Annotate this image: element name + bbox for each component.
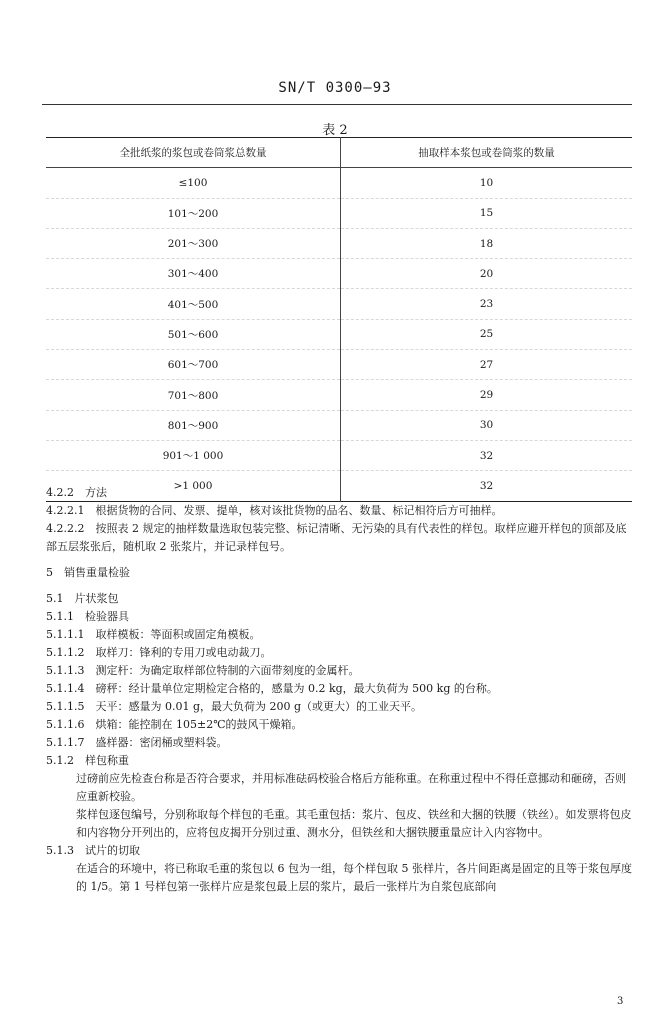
clause-5-1-1-1: 5.1.1.1 取样模板：等面积或固定角模板。 bbox=[46, 628, 261, 641]
cell-range: 801～900 bbox=[46, 410, 341, 440]
cell-sample: 10 bbox=[479, 176, 494, 189]
table-row bbox=[46, 168, 632, 198]
table-row bbox=[46, 198, 632, 228]
clause-5-1-1-2: 5.1.1.2 取样刀：锋利的专用刀或电动裁刀。 bbox=[46, 646, 272, 659]
cell-range: 701～800 bbox=[46, 380, 341, 410]
paragraph-weighing-check: 过磅前应先检查台称是否符合要求，并用标准砝码校验合格后方能称重。在称重过程中不得任意挪动和砸磅，否则应重新校验。 bbox=[76, 772, 626, 803]
cell-range: 501～600 bbox=[46, 319, 341, 349]
cell-range: 101～200 bbox=[46, 198, 341, 228]
column-header-sample: 抽取样本浆包或卷筒浆的数量 bbox=[418, 147, 555, 160]
cell-range: 301～400 bbox=[46, 259, 341, 289]
document-header-code: SN/T 0300—93 bbox=[278, 80, 392, 96]
paragraph-gross-weight: 浆样包逐包编号，分别称取每个样包的毛重。其毛重包括：浆片、包皮、铁丝和大捆的铁腰（铁丝）。如发票将包皮和内容物分开列出的，应将包皮揭开分别过重、测水分，但铁丝和大捆铁腰重量应计入内容物中。 bbox=[76, 808, 632, 839]
table-row bbox=[46, 350, 632, 380]
column-header-total: 全批纸浆的浆包或卷筒浆总数量 bbox=[46, 138, 341, 168]
cell-sample: 29 bbox=[479, 389, 494, 402]
clause-5-1-1-6: 5.1.1.6 烘箱：能控制在 105±2℃的鼓风干燥箱。 bbox=[46, 718, 303, 731]
cell-sample: 32 bbox=[479, 479, 494, 492]
cell-range: 201～300 bbox=[46, 228, 341, 258]
cell-sample: 25 bbox=[479, 328, 494, 341]
cell-sample: 27 bbox=[479, 358, 494, 371]
header-rule bbox=[42, 104, 632, 105]
table-row bbox=[46, 259, 632, 289]
table-row bbox=[46, 440, 632, 470]
table-header-row bbox=[46, 138, 632, 168]
page-number: 3 bbox=[617, 996, 624, 1007]
clause-4-2-2-2: 4.2.2.2 按照表 2 规定的抽样数量选取包装完整、标记清晰、无污染的具有代表性的样包。取样应避开样包的顶部及底部五层浆张后，随机取 2 张浆片，并记录样包号。 bbox=[46, 522, 627, 553]
cell-sample: 32 bbox=[479, 449, 494, 462]
cell-sample: 30 bbox=[479, 419, 494, 432]
clause-5-1: 5.1 片状浆包 bbox=[46, 592, 119, 605]
table-row bbox=[46, 380, 632, 410]
clause-5-1-1: 5.1.1 检验器具 bbox=[46, 610, 129, 623]
cell-sample: 15 bbox=[479, 207, 494, 220]
clause-4-2-2-1: 4.2.2.1 根据货物的合同、发票、提单，核对该批货物的品名、数量、标记相符后方可抽样。 bbox=[46, 504, 503, 517]
cell-range: 901～1 000 bbox=[46, 440, 341, 470]
body-text bbox=[46, 484, 636, 896]
table-row bbox=[46, 289, 632, 319]
clause-5-1-1-3: 5.1.1.3 测定杆：为确定取样部位特制的六面带刻度的金属杆。 bbox=[46, 664, 360, 677]
table-row bbox=[46, 319, 632, 349]
cell-range: 601～700 bbox=[46, 350, 341, 380]
clause-5-1-1-4: 5.1.1.4 磅秤：经计量单位定期检定合格的，感量为 0.2 kg，最大负荷为 500 kg 的台称。 bbox=[46, 682, 498, 695]
cell-sample: 23 bbox=[479, 298, 494, 311]
cell-sample: 18 bbox=[479, 237, 494, 250]
clause-5-1-1-5: 5.1.1.5 天平：感量为 0.01 g，最大负荷为 200 g（或更大）的工业天平。 bbox=[46, 700, 423, 713]
table-row bbox=[46, 410, 632, 440]
table-row bbox=[46, 228, 632, 258]
cell-range: >1 000 bbox=[46, 471, 341, 501]
cell-sample: 20 bbox=[479, 267, 494, 280]
cell-range: ≤100 bbox=[46, 168, 341, 198]
clause-5-1-3: 5.1.3 试片的切取 bbox=[46, 844, 140, 857]
cell-range: 401～500 bbox=[46, 289, 341, 319]
section-5-heading: 5 销售重量检验 bbox=[46, 566, 130, 579]
sampling-table bbox=[46, 137, 632, 502]
clause-5-1-2: 5.1.2 样包称重 bbox=[46, 754, 129, 767]
clause-5-1-1-7: 5.1.1.7 盛样器：密闭桶或塑料袋。 bbox=[46, 736, 228, 749]
table-title: 表 2 bbox=[322, 123, 348, 138]
clause-4-2-2: 4.2.2 方法 bbox=[46, 486, 107, 499]
paragraph-specimen-cutting: 在适合的环境中，将已称取毛重的浆包以 6 包为一组，每个样包取 5 张样片，各片间距离是固定的且等于浆包厚度的 1/5。第 1 号样包第一张样片应是浆包最上层的浆片，最后一张样片为自浆包底部向 bbox=[76, 862, 632, 893]
